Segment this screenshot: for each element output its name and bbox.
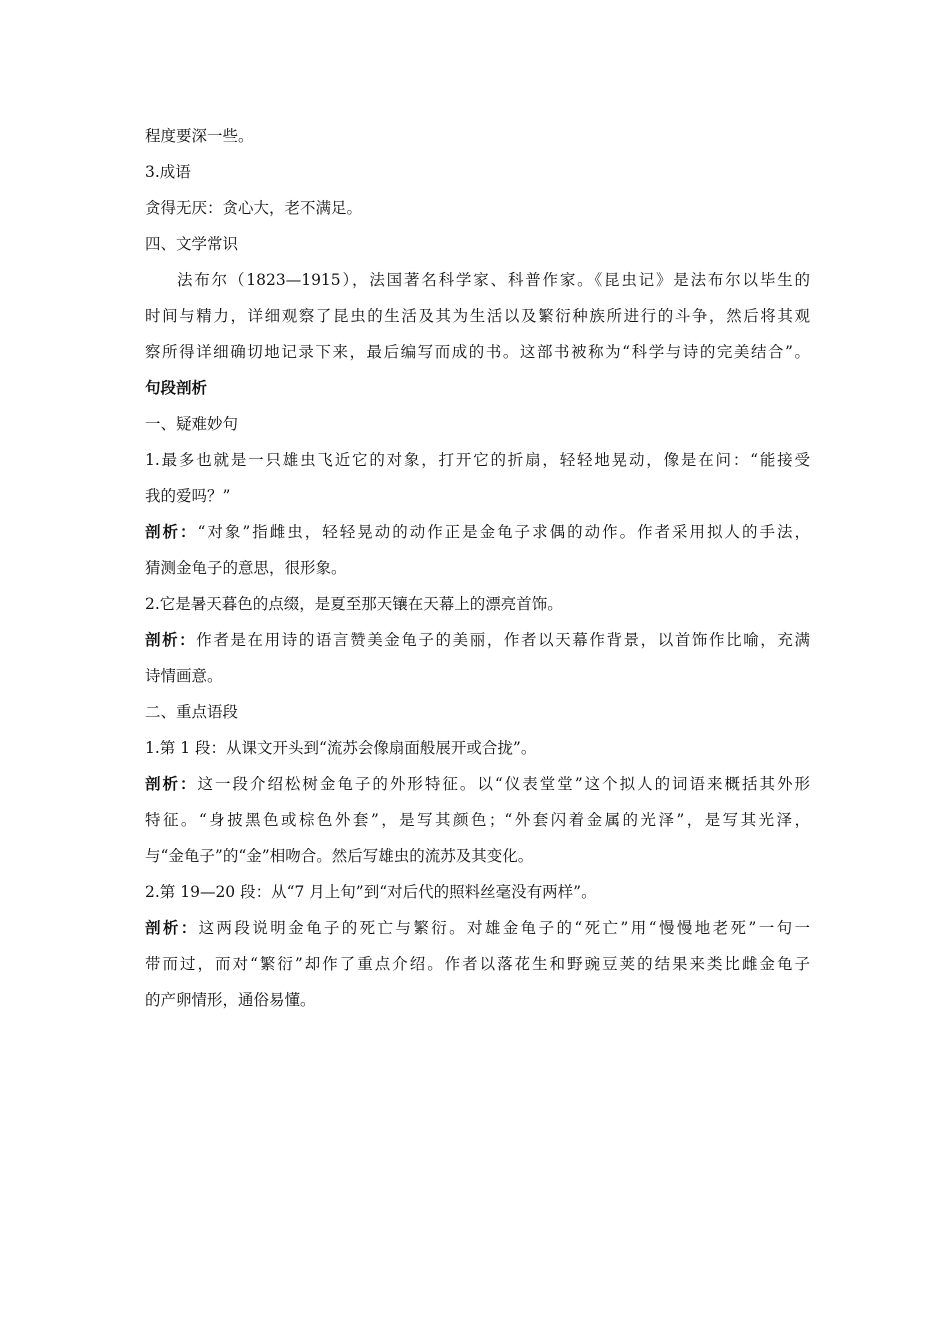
analysis-line xyxy=(145,766,810,802)
analysis-label: 剖析： xyxy=(145,523,198,541)
sentence-line: 1.最多也就是一只雄虫飞近它的对象，打开它的折扇，轻轻地晃动，像是在问：“能接受 xyxy=(145,451,810,469)
analysis-label: 剖析： xyxy=(145,631,197,649)
paragraph-line: 时间与精力，详细观察了昆虫的生活及其为生活以及繁衍种族所进行的斗争，然后将其观 xyxy=(145,307,810,325)
paragraph-ref-line: 1.第 1 段：从课文开头到“流苏会像扇面般展开或合拢”。 xyxy=(145,739,537,757)
main-heading: 句段剖析 xyxy=(145,379,208,397)
section-heading: 四、文学常识 xyxy=(145,235,239,253)
analysis-line xyxy=(145,514,810,550)
analysis-line: 的产卵情形，通俗易懂。 xyxy=(145,991,316,1009)
analysis-line: 猜测金龟子的意思，很形象。 xyxy=(145,559,347,577)
analysis-text: “对象”指雌虫，轻轻晃动的动作正是金龟子求偶的动作。作者采用拟人的手法， xyxy=(197,523,810,541)
analysis-line: 与“金龟子”的“金”相吻合。然后写雄虫的流苏及其变化。 xyxy=(145,847,534,865)
analysis-line: 特征。“身披黑色或棕色外套”，是写其颜色；“外套闪着金属的光泽”，是写其光泽， xyxy=(145,811,810,829)
analysis-text: 作者是在用诗的语言赞美金龟子的美丽，作者以天幕作背景，以首饰作比喻，充满 xyxy=(196,631,810,649)
text-line: 贪得无厌：贪心大，老不满足。 xyxy=(145,199,363,217)
analysis-text: 这两段说明金龟子的死亡与繁衍。对雄金龟子的“死亡”用“慢慢地老死”一句一 xyxy=(198,919,810,937)
analysis-label: 剖析： xyxy=(145,919,199,937)
section-heading: 二、重点语段 xyxy=(145,703,239,721)
paragraph-line: 察所得详细确切地记录下来，最后编写而成的书。这部书被称为“科学与诗的完美结合”。 xyxy=(145,343,810,361)
text-line: 程度要深一些。 xyxy=(145,127,254,145)
document-page xyxy=(145,118,810,1018)
analysis-text: 这一段介绍松树金龟子的外形特征。以“仪表堂堂”这个拟人的词语来概括其外形 xyxy=(197,775,810,793)
sentence-line: 2.它是暑天暮色的点缀，是夏至那天镶在天幕上的漂亮首饰。 xyxy=(145,595,563,613)
analysis-line xyxy=(145,910,810,946)
analysis-line: 诗情画意。 xyxy=(145,667,223,685)
paragraph-ref-line: 2.第 19—20 段：从“7 月上旬”到“对后代的照料丝毫没有两样”。 xyxy=(145,883,597,901)
analysis-label: 剖析： xyxy=(145,775,198,793)
section-heading: 一、疑难妙句 xyxy=(145,415,239,433)
analysis-line xyxy=(145,622,810,658)
sentence-line: 我的爱吗？” xyxy=(145,487,231,505)
section-heading: 3.成语 xyxy=(145,163,191,181)
analysis-line: 带而过，而对“繁衍”却作了重点介绍。作者以落花生和野豌豆荚的结果来类比雌金龟子 xyxy=(145,955,810,973)
paragraph-line: 法布尔（1823—1915），法国著名科学家、科普作家。《昆虫记》是法布尔以毕生的 xyxy=(177,271,810,289)
